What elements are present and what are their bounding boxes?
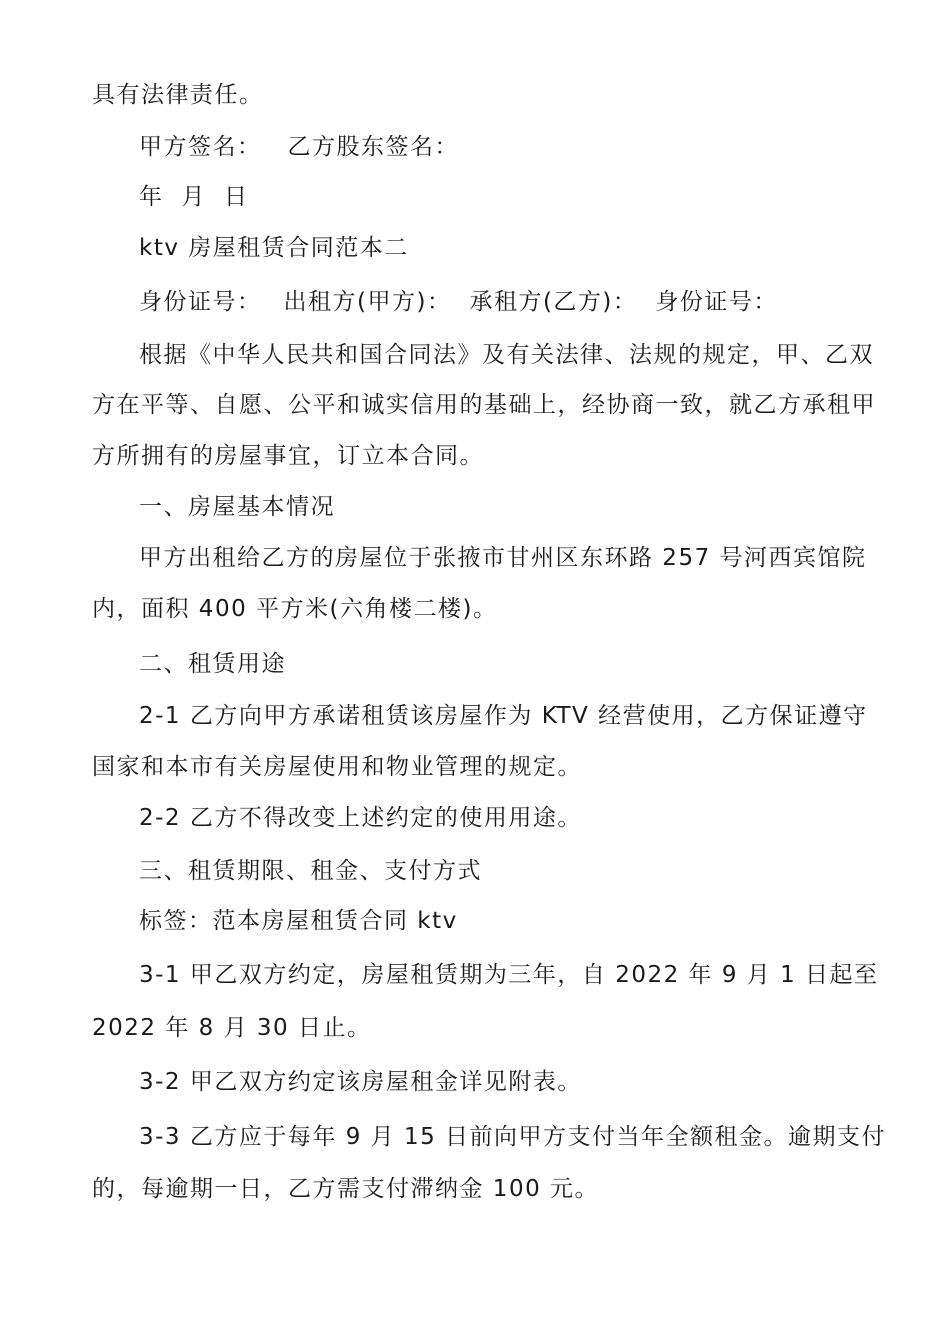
clause-line: 2-1 乙方向甲方承诺租赁该房屋作为 KTV 经营使用，乙方保证遵守 xyxy=(139,703,868,729)
clause-line: 3-1 甲乙双方约定，房屋租赁期为三年，自 2022 年 9 月 1 日起至 xyxy=(139,962,879,988)
signature-line xyxy=(139,132,459,162)
paragraph-line: 内，面积 400 平方米(六角楼二楼)。 xyxy=(92,596,498,622)
paragraph-line: 方所拥有的房屋事宜，订立本合同。 xyxy=(92,443,484,469)
date-line xyxy=(139,182,249,212)
tags-line: 标签：范本房屋租赁合同 ktv xyxy=(139,908,458,934)
clause-line: 的，每逾期一日，乙方需支付滞纳金 100 元。 xyxy=(92,1176,600,1202)
party-info-line xyxy=(139,287,778,317)
section-heading: 二、租赁用途 xyxy=(139,651,286,677)
clause-line: 3-2 甲乙双方约定该房屋租金详见附表。 xyxy=(139,1069,582,1095)
id-number-label: 身份证号： xyxy=(655,289,778,315)
section-heading: 一、房屋基本情况 xyxy=(139,494,335,520)
lessee-label: 承租方(乙方)： xyxy=(469,289,638,315)
clause-line: 2-2 乙方不得改变上述约定的使用用途。 xyxy=(139,805,582,831)
clause-line: 国家和本市有关房屋使用和物业管理的规定。 xyxy=(92,754,582,780)
text-line: 具有法律责任。 xyxy=(92,82,264,108)
lessor-label: 出租方(甲方)： xyxy=(283,289,452,315)
paragraph-line: 根据《中华人民共和国合同法》及有关法律、法规的规定，甲、乙双 xyxy=(139,342,874,368)
month-label: 月 xyxy=(181,184,206,210)
party-b-shareholder-signature-label: 乙方股东签名： xyxy=(287,134,459,160)
id-number-label: 身份证号： xyxy=(139,289,262,315)
day-label: 日 xyxy=(224,184,249,210)
party-a-signature-label: 甲方签名： xyxy=(139,134,262,160)
clause-line: 2022 年 8 月 30 日止。 xyxy=(92,1015,372,1041)
clause-line: 3-3 乙方应于每年 9 月 15 日前向甲方支付当年全额租金。逾期支付 xyxy=(139,1124,887,1150)
section-heading: 三、租赁期限、租金、支付方式 xyxy=(139,858,482,884)
paragraph-line: 方在平等、自愿、公平和诚实信用的基础上，经协商一致，就乙方承租甲 xyxy=(92,392,876,418)
year-label: 年 xyxy=(139,184,164,210)
paragraph-line: 甲方出租给乙方的房屋位于张掖市甘州区东环路 257 号河西宾馆院 xyxy=(139,545,867,571)
section-title: ktv 房屋租赁合同范本二 xyxy=(139,235,409,261)
